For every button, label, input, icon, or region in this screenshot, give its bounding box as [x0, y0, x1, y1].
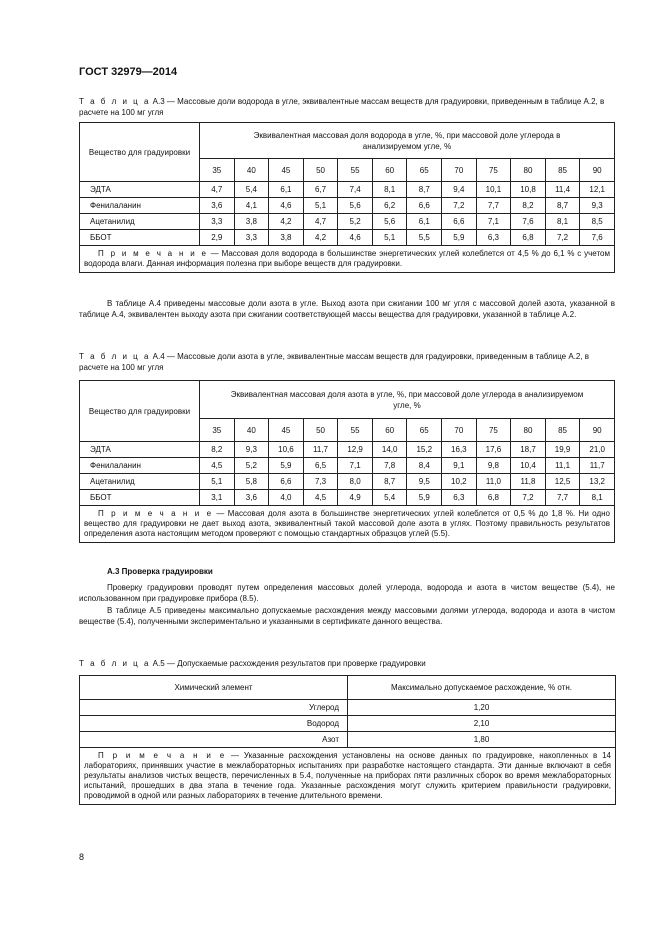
table-a5-note-label: П р и м е ч а н и е [98, 751, 227, 760]
table-cell: 10,2 [442, 474, 477, 490]
table-row [80, 230, 615, 246]
table-cell: 10,6 [269, 442, 304, 458]
table-a5-caption-label: Т а б л и ц а [79, 659, 151, 668]
table-a5-note-text: — Указанные расхождения установлены на основе данных по градуировке, накопленных в 14 лабораториях, принявших участие в межлабораторных испытаниях при разработке настоящего стандарта. Эти данные включают в себя результаты анализов чистых веществ, перечисленных в 5.4, полученные на приборах пяти различных сборок во время межлабораторных испытаний, прошедших в два этапа в течение года. Указанные расхождения могут служить критерием правильности градуировки, проводимой в одной или разных лабораториях в течение длительного времени. [84, 751, 611, 800]
table_a3-column-header: 45 [269, 159, 304, 182]
table_a4-column-header: 50 [303, 419, 338, 442]
table-cell: 7,6 [511, 214, 546, 230]
table_a4-column-header: 35 [200, 419, 235, 442]
table-cell: 15,2 [407, 442, 442, 458]
table-row [80, 198, 615, 214]
table_a3-column-header: 90 [580, 159, 615, 182]
table_a4-column-header: 70 [442, 419, 477, 442]
table-a3-col-header: Эквивалентная массовая доля водорода в угле, %, при массовой доле углерода в анализируемом угле, % [200, 123, 615, 159]
table_a3-column-header: 75 [476, 159, 511, 182]
table-a3-row-header: Вещество для градуировки [80, 123, 200, 182]
table-a4-caption-text: А.4 — Массовые доли азота в угле, эквивалентные массам веществ для градуировки, приведенным в таблице А.2, в расчете на 100 мг угля [79, 352, 590, 372]
table-row [80, 474, 615, 490]
element-name: Водород [80, 716, 348, 732]
table-a4-caption [79, 351, 615, 373]
table-cell: 6,3 [476, 230, 511, 246]
table-a4-caption-label: Т а б л и ц а [79, 352, 151, 361]
table-cell: 8,4 [407, 458, 442, 474]
table_a3-column-header: 70 [442, 159, 477, 182]
section-a3-paragraph-2: В таблице А.5 приведены максимально допускаемые расхождения между массовыми долями углерода, водорода и азота в чистом веществе (5.4), полученными экспериментально и указанными в сертификате данного вещества. [79, 606, 615, 626]
table-cell: 9,8 [476, 458, 511, 474]
table-cell: 12,5 [545, 474, 580, 490]
table-a5-note [80, 748, 616, 805]
table-row [80, 490, 615, 506]
table-cell: 5,8 [234, 474, 269, 490]
table_a3-column-header: 50 [303, 159, 338, 182]
table-cell: 7,7 [545, 490, 580, 506]
table-row [80, 700, 616, 716]
tolerance-value: 1,80 [348, 732, 616, 748]
table-cell: 5,5 [407, 230, 442, 246]
table-a3-caption-text: А.3 — Массовые доли водорода в угле, эквивалентные массам веществ для градуировки, приведенным в таблице А.2, в расчете на 100 мг угля [79, 97, 605, 117]
table-cell: 8,7 [372, 474, 407, 490]
table-cell: 10,1 [476, 182, 511, 198]
table-cell: 7,2 [545, 230, 580, 246]
table-cell: 3,6 [234, 490, 269, 506]
table-cell: 4,9 [338, 490, 373, 506]
table_a3-column-header: 85 [545, 159, 580, 182]
table-cell: 7,6 [580, 230, 615, 246]
table-cell: 3,3 [234, 230, 269, 246]
table-cell: 7,3 [303, 474, 338, 490]
table-cell: 4,7 [200, 182, 235, 198]
section-a3-paragraph-1: Проверку градуировки проводят путем определения массовых долей углерода, водорода и азота в чистом веществе (5.4), не использованном при градуировке прибора (8.5). [79, 583, 615, 603]
paragraph-1: В таблице А.4 приведены массовые доли азота в угле. Выход азота при сжигании 100 мг угля с массовой долей азота, указанной в таблице А.4, эквивалентен выходу азота при сжигании соответствующей массы вещества для градуировки, указанной в таблице А.2. [79, 299, 615, 319]
table-a3-note-text: — Массовая доля водорода в большинстве энергетических углей колеблется от 4,5 % до 6,1 % с учетом водорода влаги. Данная информация полезна при выборе веществ для градуировки. [84, 249, 611, 268]
tolerance-value: 1,20 [348, 700, 616, 716]
table-a3 [79, 122, 615, 273]
table-cell: 17,6 [476, 442, 511, 458]
table-cell: 11,4 [545, 182, 580, 198]
table-cell: 7,4 [338, 182, 373, 198]
table-a5-caption [79, 658, 615, 669]
table-cell: 7,7 [476, 198, 511, 214]
table-cell: 11,7 [303, 442, 338, 458]
table-cell: 6,1 [407, 214, 442, 230]
table-cell: 8,1 [372, 182, 407, 198]
table_a4-column-header: 85 [545, 419, 580, 442]
table-cell: 7,2 [511, 490, 546, 506]
section-a3-heading: А.3 Проверка градуировки [107, 567, 213, 576]
table-cell: 5,9 [442, 230, 477, 246]
table-a4-note [80, 506, 615, 543]
table-a4-row-header: Вещество для градуировки [80, 381, 200, 442]
table-a4-note-label: П р и м е ч а н и е [98, 509, 214, 518]
table_a4-column-header: 80 [511, 419, 546, 442]
table-cell: 5,2 [338, 214, 373, 230]
table-row [80, 732, 616, 748]
table_a4-column-header: 55 [338, 419, 373, 442]
table-cell: 8,1 [545, 214, 580, 230]
substance-name: Ацетанилид [80, 214, 200, 230]
table-cell: 4,5 [200, 458, 235, 474]
table-cell: 6,3 [442, 490, 477, 506]
table-cell: 13,2 [580, 474, 615, 490]
table_a3-column-header: 60 [372, 159, 407, 182]
table-cell: 3,8 [269, 230, 304, 246]
table-cell: 5,1 [372, 230, 407, 246]
table-a3-note [80, 246, 615, 273]
table_a4-column-header: 60 [372, 419, 407, 442]
table-cell: 6,5 [303, 458, 338, 474]
table-cell: 8,7 [545, 198, 580, 214]
table-cell: 11,8 [511, 474, 546, 490]
table-row [80, 182, 615, 198]
table-cell: 11,1 [545, 458, 580, 474]
table_a4-column-header: 45 [269, 419, 304, 442]
table-cell: 7,1 [476, 214, 511, 230]
table-cell: 3,1 [200, 490, 235, 506]
table-cell: 5,9 [269, 458, 304, 474]
table-cell: 14,0 [372, 442, 407, 458]
table-cell: 5,9 [407, 490, 442, 506]
table-cell: 6,1 [269, 182, 304, 198]
table-cell: 5,4 [234, 182, 269, 198]
substance-name: ББОТ [80, 490, 200, 506]
table-cell: 10,4 [511, 458, 546, 474]
table_a3-column-header: 65 [407, 159, 442, 182]
table-cell: 5,2 [234, 458, 269, 474]
table-cell: 21,0 [580, 442, 615, 458]
table-cell: 10,8 [511, 182, 546, 198]
table-row [80, 716, 616, 732]
element-name: Углерод [80, 700, 348, 716]
table-cell: 4,2 [269, 214, 304, 230]
table-cell: 6,6 [442, 214, 477, 230]
table-cell: 8,1 [580, 490, 615, 506]
table_a3-column-header: 35 [200, 159, 235, 182]
table-cell: 9,4 [442, 182, 477, 198]
table-a3-caption [79, 96, 615, 118]
table-cell: 11,0 [476, 474, 511, 490]
table-cell: 6,6 [407, 198, 442, 214]
table-cell: 16,3 [442, 442, 477, 458]
table_a4-column-header: 75 [476, 419, 511, 442]
table-row [80, 458, 615, 474]
table-cell: 4,6 [269, 198, 304, 214]
table-cell: 9,5 [407, 474, 442, 490]
substance-name: Ацетанилид [80, 474, 200, 490]
table-cell: 5,6 [372, 214, 407, 230]
substance-name: Фенилаланин [80, 198, 200, 214]
document-header: ГОСТ 32979—2014 [79, 66, 178, 78]
table-a5 [79, 675, 616, 805]
page-number: 8 [79, 852, 85, 862]
table-cell: 3,8 [234, 214, 269, 230]
table-cell: 2,9 [200, 230, 235, 246]
table-a4 [79, 380, 615, 543]
table-cell: 6,7 [303, 182, 338, 198]
table-cell: 9,3 [580, 198, 615, 214]
table-cell: 5,6 [338, 198, 373, 214]
table-cell: 5,4 [372, 490, 407, 506]
table-cell: 12,9 [338, 442, 373, 458]
table-cell: 4,0 [269, 490, 304, 506]
table-cell: 9,1 [442, 458, 477, 474]
table_a4-column-header: 65 [407, 419, 442, 442]
table-a5-col2-header: Максимально допускаемое расхождение, % отн. [348, 676, 616, 700]
table-a5-caption-text: А.5 — Допускаемые расхождения результатов при проверке градуировки [152, 659, 426, 668]
table-cell: 7,1 [338, 458, 373, 474]
table_a3-column-header: 55 [338, 159, 373, 182]
table-cell: 6,6 [269, 474, 304, 490]
table-cell: 8,5 [580, 214, 615, 230]
table-cell: 7,8 [372, 458, 407, 474]
table-a3-note-label: П р и м е ч а н и е [98, 249, 208, 258]
substance-name: ББОТ [80, 230, 200, 246]
table-cell: 3,6 [200, 198, 235, 214]
table_a3-column-header: 80 [511, 159, 546, 182]
table-cell: 7,2 [442, 198, 477, 214]
table-cell: 3,3 [200, 214, 235, 230]
table-cell: 11,7 [580, 458, 615, 474]
substance-name: ЭДТА [80, 442, 200, 458]
table-a4-col-header: Эквивалентная массовая доля азота в угле, %, при массовой доле углерода в анализируемом угле, % [200, 381, 615, 419]
table-cell: 6,8 [511, 230, 546, 246]
table_a4-column-header: 90 [580, 419, 615, 442]
table-row [80, 442, 615, 458]
table-cell: 5,1 [200, 474, 235, 490]
table-cell: 4,1 [234, 198, 269, 214]
element-name: Азот [80, 732, 348, 748]
table-cell: 6,8 [476, 490, 511, 506]
table-cell: 8,2 [200, 442, 235, 458]
table-cell: 6,2 [372, 198, 407, 214]
table-cell: 18,7 [511, 442, 546, 458]
table-cell: 8,7 [407, 182, 442, 198]
table-a3-caption-label: Т а б л и ц а [79, 97, 151, 106]
table-row [80, 214, 615, 230]
table-cell: 9,3 [234, 442, 269, 458]
table-a5-col1-header: Химический элемент [80, 676, 348, 700]
table-cell: 12,1 [580, 182, 615, 198]
table-cell: 4,5 [303, 490, 338, 506]
substance-name: Фенилаланин [80, 458, 200, 474]
table_a4-column-header: 40 [234, 419, 269, 442]
table-cell: 8,2 [511, 198, 546, 214]
tolerance-value: 2,10 [348, 716, 616, 732]
table-a4-note-text: — Массовая доля азота в большинстве энергетических углей колеблется от 0,5 % до 1,8 %. Ни одно вещество для градуировки не дает выход азота, эквивалентный такой массовой доле азота в углях. Поэтому правильность результатов определения азота настоящим методом проверяют с помощью стандартных образцов углей (5.5). [84, 509, 610, 538]
table-cell: 5,1 [303, 198, 338, 214]
substance-name: ЭДТА [80, 182, 200, 198]
table-cell: 4,6 [338, 230, 373, 246]
table-cell: 4,7 [303, 214, 338, 230]
table-cell: 8,0 [338, 474, 373, 490]
table-cell: 4,2 [303, 230, 338, 246]
table-cell: 19,9 [545, 442, 580, 458]
table_a3-column-header: 40 [234, 159, 269, 182]
